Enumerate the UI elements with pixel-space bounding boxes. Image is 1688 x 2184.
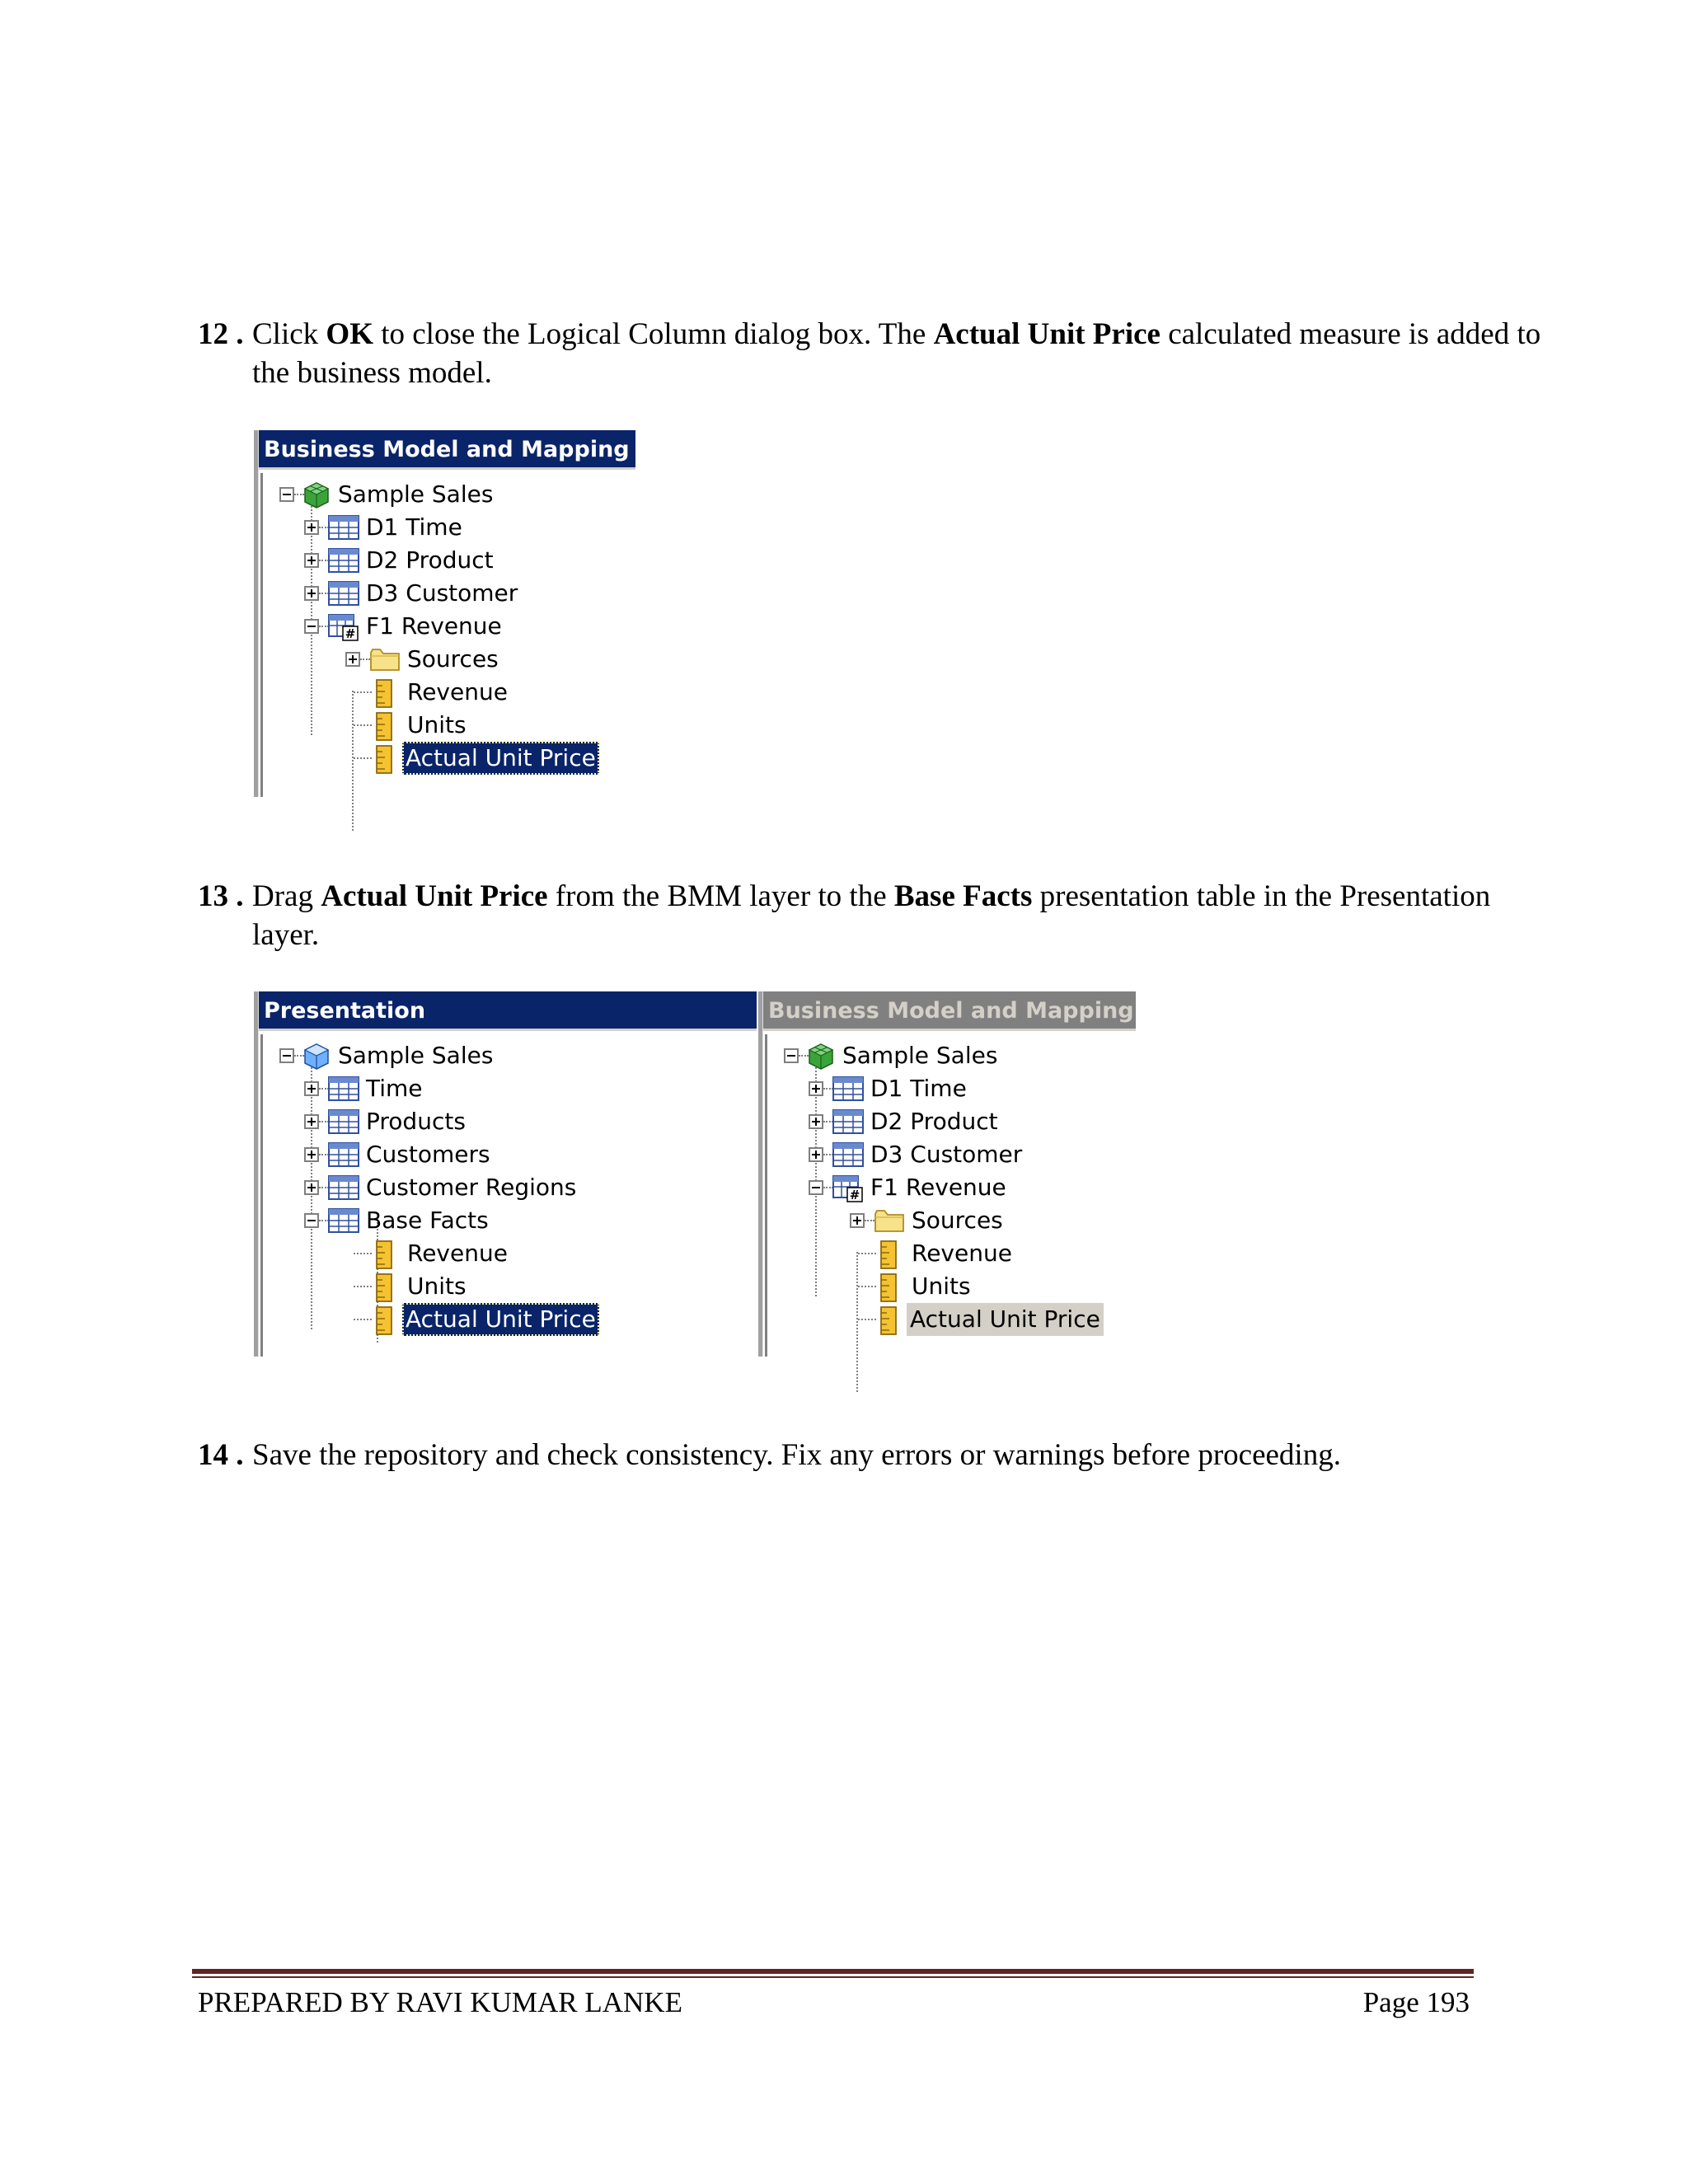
collapse-icon[interactable] — [809, 1180, 823, 1195]
tree-item-label: Customer Regions — [366, 1174, 577, 1201]
subject-area-cube-icon — [302, 1043, 331, 1071]
tree-item-label: Products — [366, 1108, 466, 1135]
fact-table-icon — [328, 613, 359, 641]
tree-item-label: Revenue — [407, 678, 508, 705]
measure-column-icon — [374, 679, 396, 709]
tree-item-revenue[interactable] — [770, 1237, 1132, 1270]
expand-icon[interactable] — [809, 1081, 823, 1096]
tree-root[interactable] — [770, 1039, 1132, 1072]
tree-item-f1-revenue[interactable] — [770, 1171, 1132, 1204]
fact-table-icon — [832, 1174, 864, 1202]
tree-item-revenue[interactable] — [265, 676, 628, 709]
step-text: Click OK to close the Logical Column dialog box. The Actual Unit Price calculated measure is added to the business model. — [252, 317, 1541, 390]
expand-icon[interactable] — [809, 1114, 823, 1129]
tree-view[interactable] — [770, 1039, 1136, 1357]
measure-column-icon — [374, 712, 396, 742]
tree-root[interactable] — [265, 1039, 743, 1072]
panel-title: Business Model and Mapping — [763, 991, 1136, 1031]
tree-item-units[interactable] — [770, 1270, 1132, 1303]
step-number: 12 . — [198, 317, 244, 351]
measure-column-icon — [879, 1273, 900, 1303]
measure-column-icon — [879, 1306, 900, 1336]
tree-item-label: Base Facts — [366, 1207, 489, 1234]
collapse-icon[interactable] — [784, 1048, 799, 1063]
bmm-panel-1 — [254, 430, 635, 797]
tree-item-label: Actual Unit Price — [402, 1303, 599, 1336]
presentation-table-icon — [328, 1076, 359, 1102]
presentation-table-icon — [328, 1141, 359, 1168]
panel-title: Presentation — [259, 991, 757, 1031]
tree-item-label: D1 Time — [366, 513, 462, 541]
tree-item-actual-unit-price[interactable] — [770, 1303, 1132, 1336]
expand-icon[interactable] — [304, 1180, 319, 1195]
tree-item-units[interactable] — [265, 1270, 743, 1303]
expand-icon[interactable] — [304, 1114, 319, 1129]
svg-text:#: # — [849, 1188, 860, 1202]
expand-icon[interactable] — [345, 652, 360, 667]
step-13 — [198, 877, 1550, 954]
tree-item-d3-customer[interactable] — [770, 1138, 1132, 1171]
tree-item-label: Sample Sales — [338, 480, 494, 508]
tree-item-label: D1 Time — [870, 1075, 967, 1102]
tree-view[interactable] — [265, 478, 635, 797]
tree-item-time[interactable] — [265, 1072, 743, 1105]
panel-title: Business Model and Mapping — [259, 430, 635, 470]
tree-item-f1-revenue[interactable] — [265, 610, 628, 643]
tree-item-label: Units — [407, 711, 467, 738]
step-number: 14 . — [198, 1438, 244, 1472]
expand-icon[interactable] — [304, 586, 319, 601]
step-12 — [198, 315, 1550, 392]
expand-icon[interactable] — [809, 1147, 823, 1162]
tree-item-label: Actual Unit Price — [907, 1303, 1104, 1336]
tree-item-d2-product[interactable] — [770, 1105, 1132, 1138]
footer-rule-thin — [192, 1976, 1474, 1978]
tree-item-label: F1 Revenue — [870, 1174, 1006, 1201]
collapse-icon[interactable] — [304, 619, 319, 634]
measure-column-icon — [374, 1306, 396, 1336]
tree-item-sources[interactable] — [770, 1204, 1132, 1237]
logical-table-icon — [328, 547, 359, 574]
measure-column-icon — [879, 1240, 900, 1270]
business-model-cube-icon — [302, 481, 331, 509]
logical-table-icon — [832, 1108, 864, 1135]
logical-table-icon — [832, 1141, 864, 1168]
tree-item-sources[interactable] — [265, 643, 628, 676]
tree-view[interactable] — [265, 1039, 757, 1357]
step-14 — [198, 1436, 1550, 1474]
tree-item-label: Sources — [912, 1207, 1003, 1234]
footer-rule — [192, 1969, 1474, 1974]
presentation-table-icon — [328, 1108, 359, 1135]
tree-item-label: Revenue — [912, 1240, 1012, 1267]
folder-icon — [369, 646, 401, 673]
logical-table-icon — [328, 514, 359, 541]
tree-item-label: Customers — [366, 1141, 490, 1168]
tree-item-label: F1 Revenue — [366, 612, 502, 640]
page-number: Page 193 — [1362, 1986, 1470, 2018]
tree-item-d1-time[interactable] — [770, 1072, 1132, 1105]
collapse-icon[interactable] — [279, 487, 294, 502]
measure-column-icon — [374, 745, 396, 775]
tree-item-actual-unit-price[interactable] — [265, 1303, 743, 1336]
step-text: Drag Actual Unit Price from the BMM layer to the Base Facts presentation table in the Presentation layer. — [252, 879, 1491, 952]
business-model-cube-icon — [807, 1043, 835, 1071]
svg-text:#: # — [345, 626, 356, 641]
collapse-icon[interactable] — [279, 1048, 294, 1063]
footer-author: PREPARED BY RAVI KUMAR LANKE — [198, 1986, 682, 2018]
measure-column-icon — [374, 1240, 396, 1270]
tree-item-label: Time — [366, 1075, 423, 1102]
tree-item-label: Sample Sales — [842, 1042, 998, 1069]
collapse-icon[interactable] — [304, 1213, 319, 1228]
step-number: 13 . — [198, 879, 244, 913]
expand-icon[interactable] — [304, 1147, 319, 1162]
tree-item-base-facts[interactable] — [265, 1204, 743, 1237]
logical-table-icon — [832, 1076, 864, 1102]
tree-item-label: Revenue — [407, 1240, 508, 1267]
tree-item-customers[interactable] — [265, 1138, 743, 1171]
measure-column-icon — [374, 1273, 396, 1303]
presentation-table-icon — [328, 1174, 359, 1201]
tree-item-units[interactable] — [265, 709, 628, 742]
tree-item-label: Sources — [407, 645, 499, 673]
tree-item-d2-product[interactable] — [265, 544, 628, 577]
step-text: Save the repository and check consistency. Fix any errors or warnings before proceeding. — [252, 1438, 1341, 1472]
tree-item-label: Sample Sales — [338, 1042, 494, 1069]
tree-item-label: Units — [912, 1272, 971, 1300]
expand-icon[interactable] — [304, 553, 319, 568]
logical-table-icon — [328, 580, 359, 607]
tree-item-products[interactable] — [265, 1105, 743, 1138]
bmm-panel-2 — [758, 991, 1136, 1357]
tree-root[interactable] — [265, 478, 628, 511]
tree-item-label: Actual Unit Price — [402, 742, 599, 775]
tree-item-d3-customer[interactable] — [265, 577, 628, 610]
expand-icon[interactable] — [304, 1081, 319, 1096]
tree-item-label: Units — [407, 1272, 467, 1300]
tree-item-actual-unit-price[interactable] — [265, 742, 628, 775]
tree-item-label: D3 Customer — [870, 1141, 1023, 1168]
presentation-table-icon — [328, 1207, 359, 1234]
tree-item-label: D2 Product — [870, 1108, 998, 1135]
tree-item-customer-regions[interactable] — [265, 1171, 743, 1204]
tree-item-revenue[interactable] — [265, 1237, 743, 1270]
tree-item-label: D2 Product — [366, 546, 494, 574]
tree-item-label: D3 Customer — [366, 579, 518, 607]
presentation-panel — [254, 991, 757, 1357]
expand-icon[interactable] — [304, 520, 319, 535]
tree-item-d1-time[interactable] — [265, 511, 628, 544]
folder-icon — [874, 1207, 905, 1234]
expand-icon[interactable] — [850, 1213, 865, 1228]
